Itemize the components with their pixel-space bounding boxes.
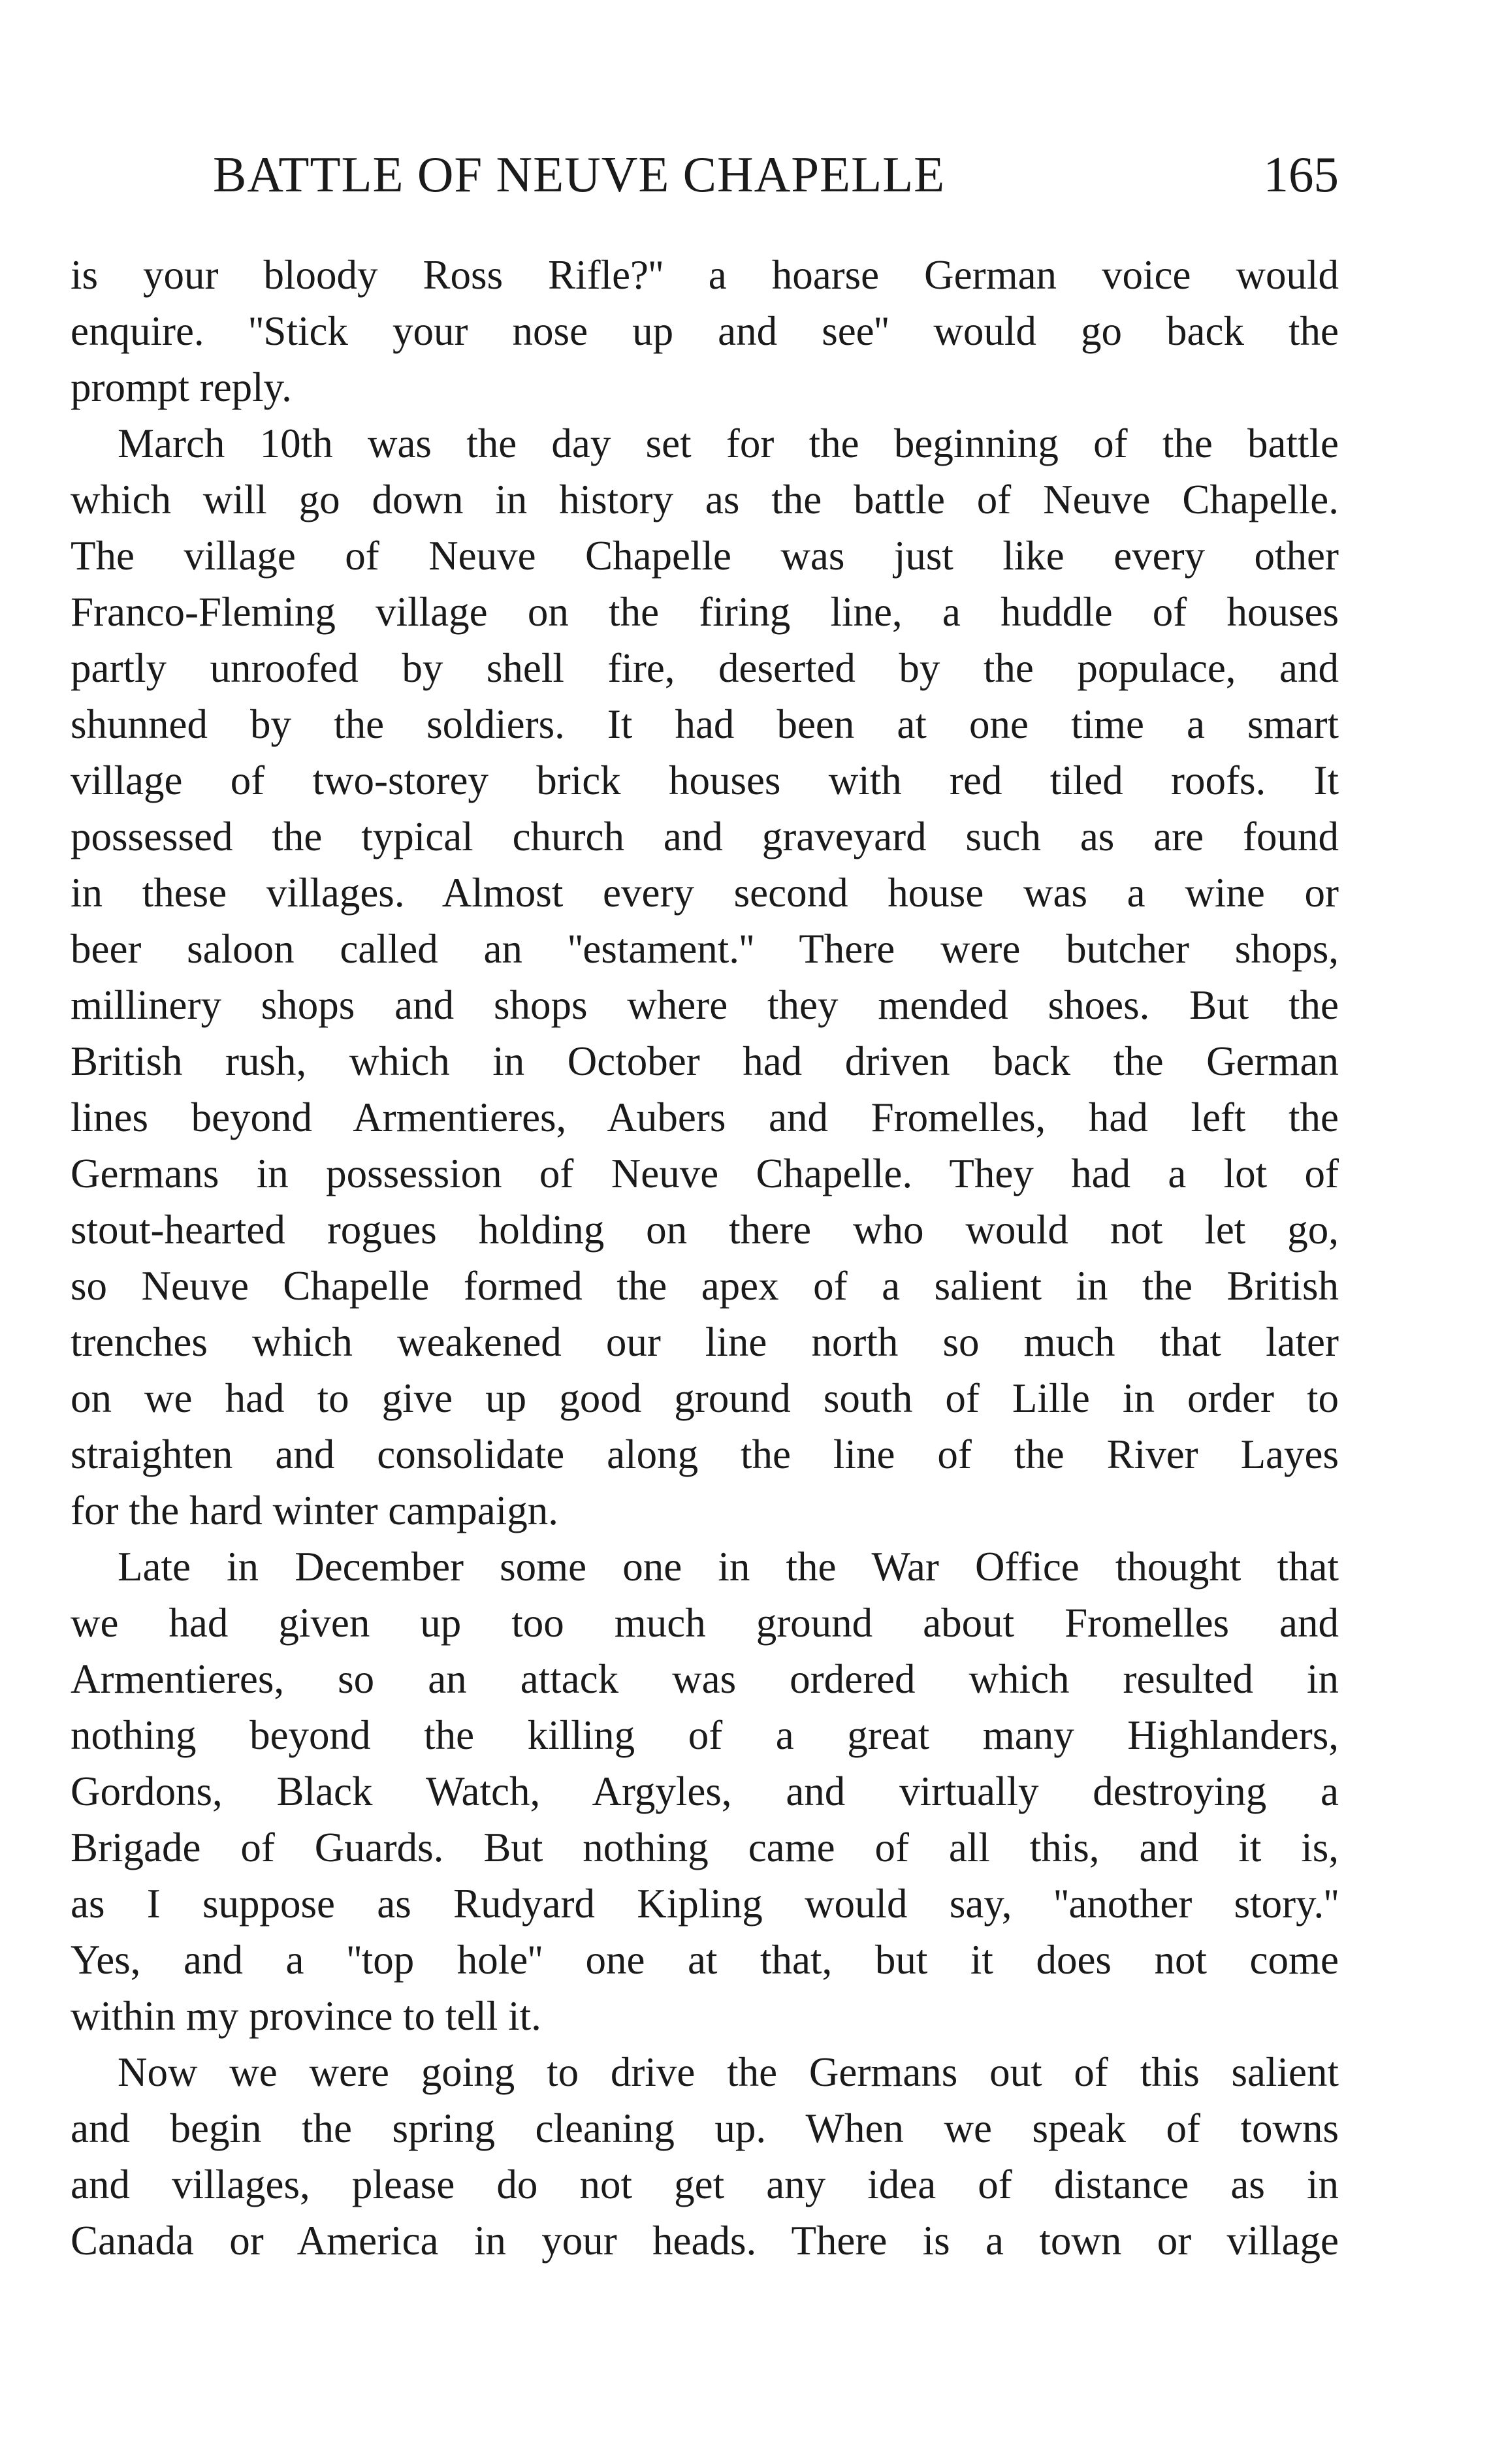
text-line: partly unroofed by shell fire, deserted by the populace, and (71, 645, 1339, 691)
text-line: Yes, and a ''top hole'' one at that, but it does not come (71, 1937, 1339, 1983)
text-line: we had given up too much ground about Fromelles and (71, 1600, 1339, 1646)
text-line: as I suppose as Rudyard Kipling would say, ''another story.'' (71, 1881, 1339, 1927)
text-line: stout-hearted rogues holding on there who would not let go, (71, 1207, 1339, 1253)
text-line: in these villages. Almost every second house was a wine or (71, 870, 1339, 916)
text-line: trenches which weakened our line north so much that later (71, 1319, 1339, 1365)
text-line: which will go down in history as the battle of Neuve Chapelle. (71, 477, 1339, 522)
text-line: British rush, which in October had driven back the German (71, 1038, 1339, 1084)
text-line: is your bloody Ross Rifle?'' a hoarse German voice would (71, 252, 1339, 298)
text-line: Franco-Fleming village on the firing line, a huddle of houses (71, 589, 1339, 635)
text-line: enquire. ''Stick your nose up and see'' would go back the (71, 308, 1339, 354)
text-line: prompt reply. (71, 364, 292, 410)
running-head (71, 145, 1339, 204)
text-line: Canada or America in your heads. There is a town or village (71, 2218, 1339, 2264)
text-line: lines beyond Armentieres, Aubers and Fromelles, had left the (71, 1095, 1339, 1140)
text-line: millinery shops and shops where they mended shoes. But the (71, 982, 1339, 1028)
text-line: within my province to tell it. (71, 1993, 541, 2039)
body-text (71, 247, 1339, 2269)
text-line: village of two-storey brick houses with red tiled roofs. It (71, 758, 1339, 803)
text-line: possessed the typical church and graveyard such as are found (71, 814, 1339, 859)
text-line: for the hard winter campaign. (71, 1488, 558, 1533)
text-line: shunned by the soldiers. It had been at one time a smart (71, 701, 1339, 747)
text-line: Germans in possession of Neuve Chapelle. They had a lot of (71, 1151, 1339, 1196)
text-line: The village of Neuve Chapelle was just like every other (71, 533, 1339, 579)
text-line: Armentieres, so an attack was ordered which resulted in (71, 1656, 1339, 1702)
text-line: Brigade of Guards. But nothing came of all this, and it is, (71, 1825, 1339, 1870)
text-line: nothing beyond the killing of a great many Highlanders, (71, 1712, 1339, 1758)
text-line: beer saloon called an ''estament.'' There were butcher shops, (71, 926, 1339, 972)
text-line: straighten and consolidate along the line of the River Layes (71, 1432, 1339, 1477)
text-line: March 10th was the day set for the beginning of the battle (118, 421, 1339, 466)
text-line: Now we were going to drive the Germans out of this salient (118, 2049, 1339, 2095)
text-line: Late in December some one in the War Office thought that (118, 1544, 1339, 1590)
page-number: 165 (1263, 146, 1339, 202)
text-line: on we had to give up good ground south of Lille in order to (71, 1375, 1339, 1421)
running-title: BATTLE OF NEUVE CHAPELLE (213, 146, 946, 202)
text-line: and begin the spring cleaning up. When we speak of towns (71, 2105, 1339, 2151)
text-line: Gordons, Black Watch, Argyles, and virtually destroying a (71, 1768, 1339, 1814)
text-line: so Neuve Chapelle formed the apex of a salient in the British (71, 1263, 1339, 1309)
text-line: and villages, please do not get any idea of distance as in (71, 2162, 1339, 2207)
